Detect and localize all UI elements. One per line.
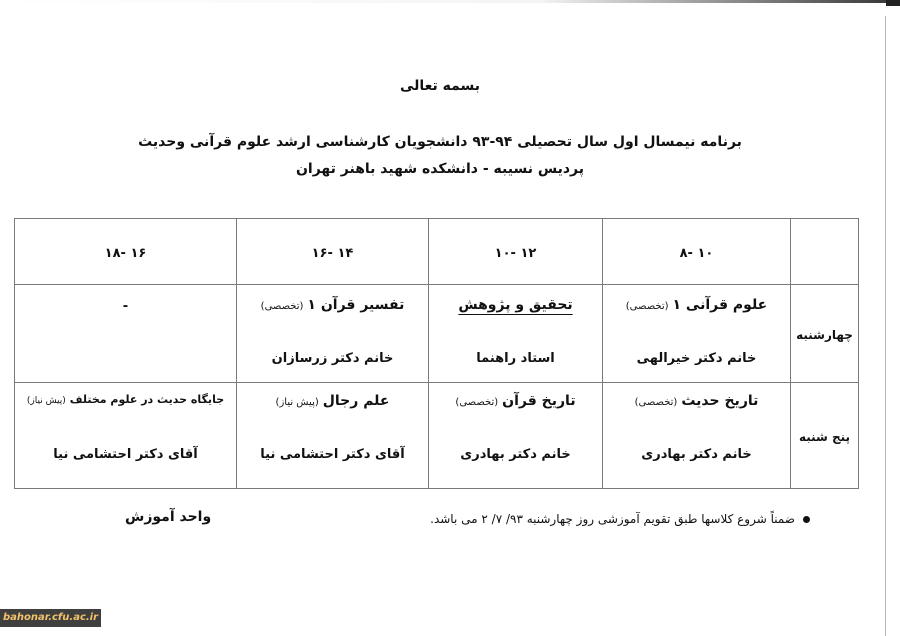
empty-class-cell — [15, 285, 237, 383]
signature-office: واحد آموزش — [125, 509, 212, 525]
table-row-wednesday — [15, 285, 859, 383]
course-tag: (پیش نیاز) — [275, 397, 319, 408]
course-tag: (پیش نیاز) — [26, 396, 66, 406]
day-cell — [791, 383, 859, 489]
course-name: تاریخ حدیث(تخصصی) — [634, 393, 759, 409]
time-slot-label: ۸- ۱۰ — [679, 246, 714, 261]
header-slot-16-18 — [15, 219, 237, 285]
course-name: تفسیر قرآن ۱(تخصصی) — [260, 297, 405, 313]
scan-top-edge — [0, 0, 900, 3]
class-cell — [603, 383, 791, 489]
time-slot-label: ۱۸- ۱۶ — [104, 246, 147, 261]
course-tag: (تخصصی) — [625, 301, 669, 312]
instructor-name: خانم دکتر خیرالهی — [636, 351, 757, 366]
header-slot-14-16 — [237, 219, 429, 285]
course-name: تاریخ قرآن(تخصصی) — [455, 393, 576, 409]
header-slot-10-12 — [429, 219, 603, 285]
course-name: تحقیق و پژوهش — [458, 297, 573, 313]
schedule-table — [14, 218, 859, 489]
document-subtitle: پردیس نسیبه - دانشکده شهید باهنر تهران — [295, 161, 585, 177]
class-cell — [603, 285, 791, 383]
no-class-dash: - — [122, 299, 129, 314]
time-slot-label: ۱۶- ۱۴ — [311, 246, 354, 261]
instructor-name: خانم دکتر زرسازان — [271, 351, 394, 366]
class-cell — [237, 285, 429, 383]
footnote-text: ضمناً شروع کلاسها طبق تقویم آموزشی روز چهارشنبه ۹۳/ ۷/ ۲ می باشد. — [430, 512, 795, 526]
day-label: پنج شنبه — [798, 430, 851, 444]
course-name: جایگاه حدیث در علوم مختلف(پیش نیاز) — [26, 393, 225, 406]
table-row-thursday — [15, 383, 859, 489]
day-cell — [791, 285, 859, 383]
instructor-name: آقای دکتر احتشامی نیا — [260, 447, 405, 462]
footnote — [340, 512, 810, 526]
course-name: علم رجال(پیش نیاز) — [275, 393, 390, 409]
instructor-name: آقای دکتر احتشامی نیا — [53, 447, 198, 462]
document-title: برنامه نیمسال اول سال تحصیلی ۹۴-۹۳ دانشجویان کارشناسی ارشد علوم قرآنی وحدیث — [138, 134, 742, 150]
course-tag: (تخصصی) — [260, 301, 304, 312]
course-tag: (تخصصی) — [634, 397, 678, 408]
instructor-name: خانم دکتر بهادری — [460, 447, 571, 462]
table-header-row — [15, 219, 859, 285]
time-slot-label: ۱۰- ۱۲ — [494, 246, 537, 261]
header-day-cell — [791, 219, 859, 285]
class-cell — [429, 383, 603, 489]
instructor-name: استاد راهنما — [476, 351, 555, 366]
instructor-name: خانم دکتر بهادری — [641, 447, 752, 462]
class-cell — [15, 383, 237, 489]
course-tag: (تخصصی) — [455, 397, 499, 408]
day-label: چهارشنبه — [796, 328, 853, 342]
scan-corner-shadow — [886, 0, 900, 6]
scan-right-edge — [885, 16, 886, 636]
bismillah-heading: بسمه تعالی — [399, 78, 481, 94]
class-cell — [237, 383, 429, 489]
bullet-icon — [803, 516, 810, 523]
course-name: علوم قرآنی ۱(تخصصی) — [625, 297, 768, 313]
class-cell — [429, 285, 603, 383]
site-watermark: bahonar.cfu.ac.ir — [0, 609, 101, 627]
header-slot-8-10 — [603, 219, 791, 285]
